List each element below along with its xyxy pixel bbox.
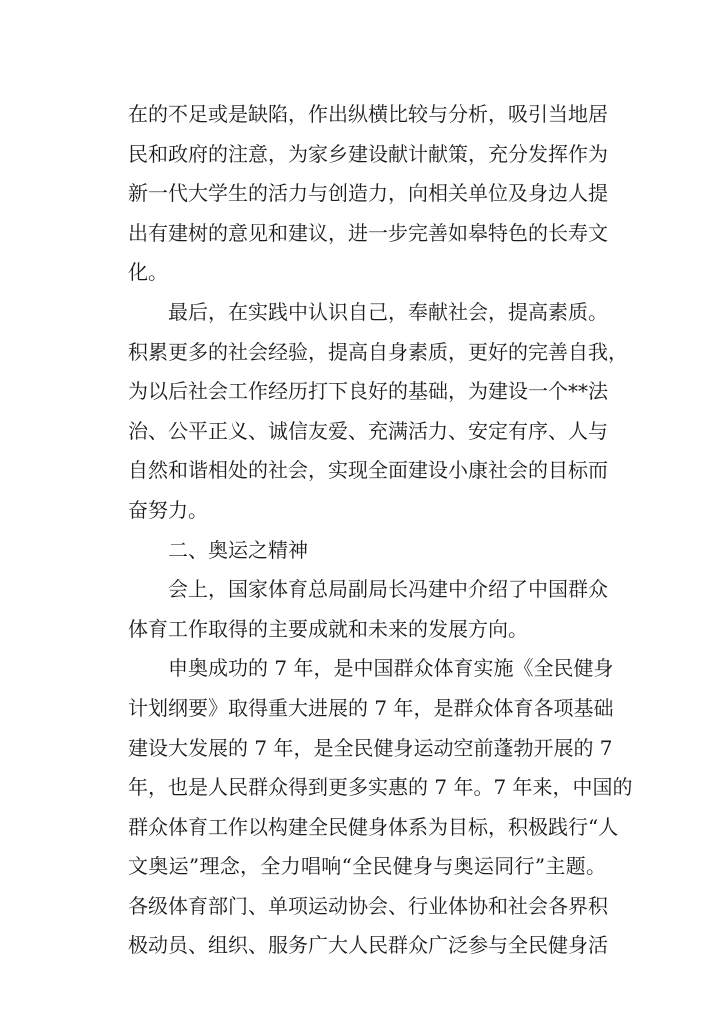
text-line: 化。 — [128, 260, 168, 285]
paragraph-first-line: 会上，国家体育总局副局长冯建中介绍了中国群众 — [168, 577, 608, 602]
text-line: 文奥运”理念，全力唱响“全民健身与奥运同行”主题。 — [128, 854, 606, 879]
text-line: 奋努力。 — [128, 497, 208, 522]
text-line: 年，也是人民群众得到更多实惠的 7 年。7 年来，中国的 — [128, 775, 633, 800]
section-heading: 二、奥运之精神 — [168, 537, 308, 562]
text-line: 自然和谐相处的社会，实现全面建设小康社会的目标而 — [128, 458, 608, 483]
text-line: 为以后社会工作经历打下良好的基础，为建设一个**法 — [128, 379, 608, 404]
text-line: 建设大发展的 7 年，是全民健身运动空前蓬勃开展的 7 — [128, 735, 613, 760]
text-line: 在的不足或是缺陷，作出纵横比较与分析，吸引当地居 — [128, 102, 608, 126]
paragraph-first-line: 申奥成功的 7 年，是中国群众体育实施《全民健身 — [168, 656, 614, 681]
paragraph-first-line: 最后，在实践中认识自己，奉献社会，提高素质。 — [168, 299, 608, 324]
text-line: 各级体育部门、单项运动协会、行业体协和社会各界积 — [128, 893, 608, 918]
text-line: 民和政府的注意，为家乡建设献计献策，充分发挥作为 — [128, 141, 608, 166]
text-line: 群众体育工作以构建全民健身体系为目标，积极践行“人 — [128, 814, 619, 839]
text-line: 极动员、组织、服务广大人民群众广泛参与全民健身活 — [128, 933, 608, 958]
text-line: 治、公平正义、诚信友爱、充满活力、安定有序、人与 — [128, 418, 608, 443]
text-line: 出有建树的意见和建议，进一步完善如皋特色的长寿文 — [128, 220, 608, 245]
text-line: 新一代大学生的活力与创造力，向相关单位及身边人提 — [128, 181, 608, 206]
document-page — [128, 95, 633, 966]
text-line: 计划纲要》取得重大进展的 7 年，是群众体育各项基础 — [128, 695, 614, 720]
text-line: 积累更多的社会经验，提高自身素质，更好的完善自我， — [128, 339, 628, 364]
text-line: 体育工作取得的主要成就和未来的发展方向。 — [128, 616, 528, 641]
